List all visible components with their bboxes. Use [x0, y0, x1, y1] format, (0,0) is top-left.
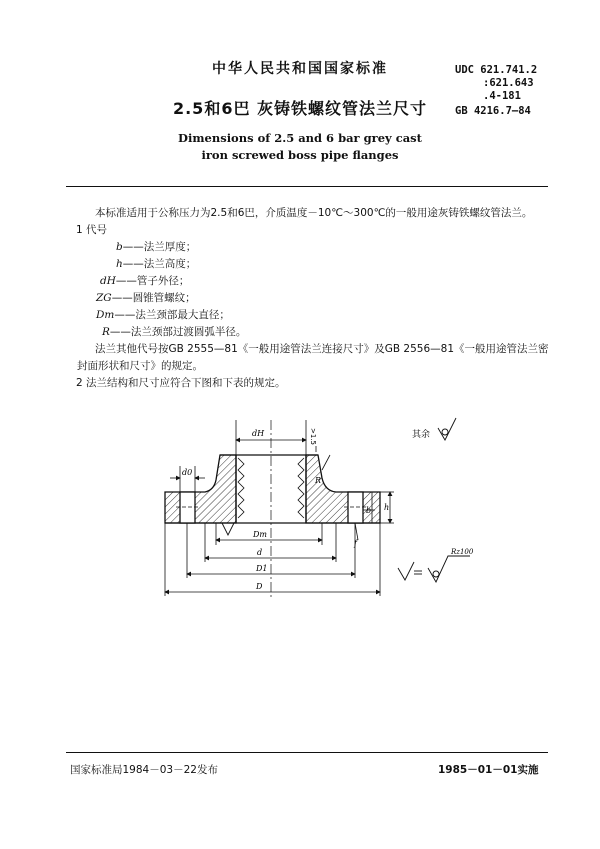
flange-section [165, 455, 380, 523]
code-desc: ——法兰颈部最大直径； [114, 309, 230, 321]
roughness-equivalence [398, 556, 470, 582]
label-dH: dH [252, 429, 265, 438]
issue-date: 国家标准局1984－03－22发布 [70, 764, 218, 776]
issuing-organization: 中华人民共和国国家标准 [212, 61, 388, 77]
footer-divider [66, 752, 548, 753]
label-roughness-value: Rz100 [451, 548, 474, 556]
effective-date: 1985－01－01实施 [438, 764, 539, 776]
other-codes-line-2: 封面形状和尺寸》的规定。 [77, 360, 203, 372]
code-desc: ——法兰厚度； [122, 241, 197, 253]
label-f: f [354, 539, 357, 548]
code-symbol: b [116, 241, 123, 253]
document-title-chinese: 2.5和6巴 灰铸铁螺纹管法兰尺寸 [172, 99, 428, 118]
code-symbol: dH [100, 275, 116, 287]
section-1-heading: 1 代号 [76, 224, 108, 236]
gb-standard-number: GB 4216.7—84 [455, 105, 531, 117]
label-Dm: Dm [253, 530, 267, 539]
section-2-heading: 2 法兰结构和尺寸应符合下图和下表的规定。 [76, 377, 286, 389]
label-other-surfaces: 其余 [412, 430, 431, 440]
code-symbol: Dm [96, 309, 115, 321]
label-d: d [257, 548, 263, 557]
dimension-D [165, 523, 380, 596]
udc-line-3: .4-181 [483, 90, 521, 102]
other-codes-line-1: 法兰其他代号按GB 2555—81《一般用途管法兰连接尺寸》及GB 2556—81《一般用途管法兰密 [95, 343, 549, 355]
title-english-line-1: Dimensions of 2.5 and 6 bar grey cast [178, 131, 422, 145]
code-desc: ——圆锥管螺纹； [111, 292, 196, 304]
label-min-thread: >1.5 [309, 428, 317, 445]
label-b: b [366, 506, 372, 515]
code-desc: ——法兰颈部过渡圆弧半径。 [109, 326, 247, 338]
title-english-line-2: iron screwed boss pipe flanges [201, 148, 399, 162]
code-desc: ——管子外径； [115, 275, 190, 287]
code-symbol: R [102, 326, 110, 338]
code-symbol: h [116, 258, 123, 270]
udc-line-2: :621.643 [483, 77, 534, 89]
label-R: R [315, 476, 322, 485]
label-D1: D1 [256, 564, 268, 573]
code-desc: ——法兰高度； [122, 258, 197, 270]
roughness-symbol-other [438, 418, 456, 440]
label-d0: d0 [182, 468, 193, 477]
intro-paragraph: 本标准适用于公称压力为2.5和6巴，介质温度－10℃～300℃的一般用途灰铸铁螺纹管法兰。 [95, 207, 533, 219]
label-h: h [384, 503, 390, 512]
label-D: D [256, 582, 263, 591]
udc-line-1: UDC 621.741.2 [455, 64, 538, 76]
code-symbol: ZG [96, 292, 112, 304]
